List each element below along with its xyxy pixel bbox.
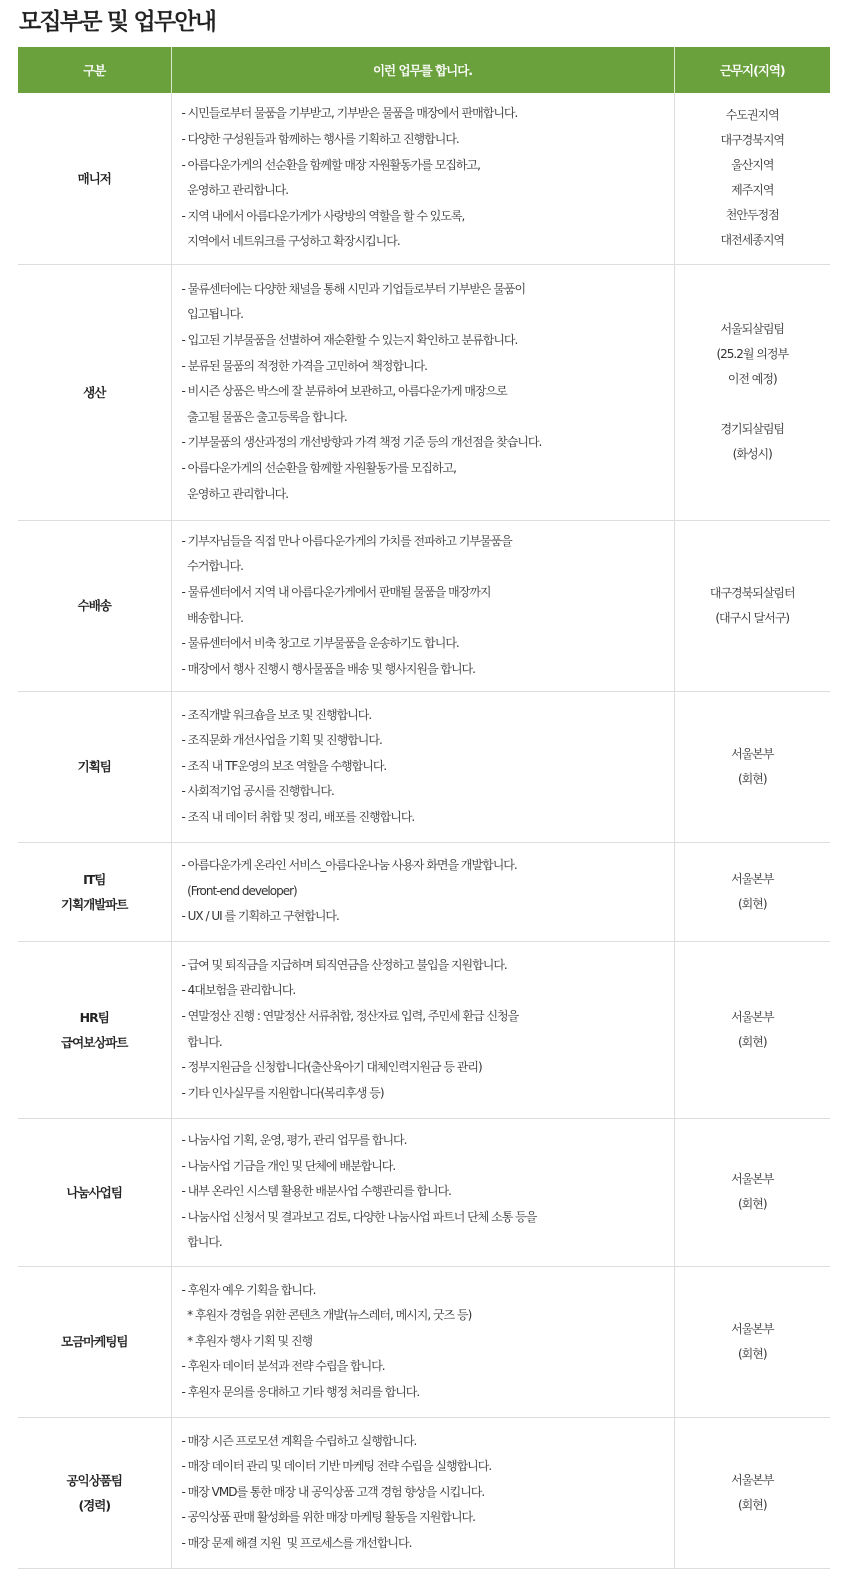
duty-line: - 시민들로부터 물품을 기부받고, 기부받은 물품을 매장에서 판매합니다. — [181, 106, 518, 121]
region-line: (회현) — [737, 1034, 767, 1049]
row-category — [18, 93, 171, 264]
region-line: (회현) — [737, 896, 767, 911]
region-line: (회현) — [737, 1497, 767, 1512]
category-label: 수배송 — [77, 598, 111, 613]
duty-line: (Front-end developer) — [181, 883, 297, 898]
region-line: 서울본부 — [731, 1009, 774, 1024]
table-row — [18, 1417, 830, 1568]
row-category — [18, 1417, 171, 1568]
table-header — [18, 47, 830, 93]
duty-line: - 물류센터에는 다양한 채널을 통해 시민과 기업들로부터 기부받은 물품이 — [181, 281, 526, 296]
row-region — [674, 1266, 830, 1417]
region-line: (화성시) — [732, 447, 772, 461]
duty-line: - 조직개발 워크숍을 보조 및 진행합니다. — [181, 707, 372, 722]
category-label: 기획팀 — [77, 759, 111, 774]
duty-line: - 입고된 기부물품을 선별하여 재순환할 수 있는지 확인하고 분류합니다. — [181, 333, 518, 348]
row-category — [18, 941, 171, 1118]
row-duties — [171, 842, 674, 941]
duty-line: - UX / UI 를 기획하고 구현합니다. — [181, 909, 339, 924]
duty-line: 합니다. — [181, 1235, 222, 1250]
region-line: (대구시 달서구) — [715, 610, 790, 625]
region-line: 울산지역 — [731, 158, 774, 173]
duty-line: 출고될 물품은 출고등록을 합니다. — [181, 409, 347, 424]
table-row — [18, 520, 830, 691]
duty-line: - 지역 내에서 아름다운가게가 사랑방의 역할을 할 수 있도록, — [181, 208, 465, 223]
duty-line: - 후원자 데이터 분석과 전략 수립을 합니다. — [181, 1359, 385, 1374]
category-label: HR팀 — [79, 1009, 109, 1025]
duty-line: - 비시즌 상품은 박스에 잘 분류하여 보관하고, 아름다운가게 매장으로 — [181, 384, 507, 399]
category-label: 모금마케팅팀 — [61, 1334, 128, 1349]
region-line: 서울본부 — [731, 1321, 774, 1336]
duty-line: - 연말정산 진행 : 연말정산 서류취합, 정산자료 입력, 주민세 환급 신청을 — [181, 1008, 519, 1023]
duty-line: - 4대보험을 관리합니다. — [181, 983, 296, 998]
region-line: 대구경북지역 — [720, 133, 785, 148]
row-region — [674, 1118, 830, 1266]
duty-line: - 정부지원금을 신청합니다(출산육아기 대체인력지원금 등 관리) — [181, 1060, 482, 1075]
category-label: 매니저 — [77, 170, 111, 186]
category-label: 급여보상파트 — [61, 1034, 128, 1050]
duty-line: - 매장 VMD를 통한 매장 내 공익상품 고객 경험 향상을 시킵니다. — [181, 1484, 485, 1499]
duty-line: - 매장 문제 해결 지원 및 프로세스를 개선합니다. — [181, 1535, 412, 1550]
row-duties — [171, 1417, 674, 1568]
row-category — [18, 264, 171, 520]
duty-line: - 아름다운가게의 선순환을 함께할 자원활동가를 모집하고, — [181, 460, 456, 475]
duty-line: - 후원자 예우 기획을 합니다. — [181, 1282, 316, 1297]
row-category — [18, 1118, 171, 1266]
region-line: 서울본부 — [731, 871, 774, 886]
row-region — [674, 842, 830, 941]
duty-line: - 다양한 구성원들과 함께하는 행사를 기획하고 진행합니다. — [181, 132, 459, 147]
table-row — [18, 264, 830, 520]
duty-line: - 분류된 물품의 적정한 가격을 고민하여 책정합니다. — [181, 358, 427, 373]
duty-line: - 아름다운가게의 선순환을 함께할 매장 자원활동가를 모집하고, — [181, 157, 480, 172]
duty-line: 입고됩니다. — [181, 307, 243, 322]
region-line: (25.2월 의정부 — [716, 347, 789, 361]
duty-line: 수거합니다. — [181, 559, 243, 574]
duty-line: - 나눔사업 신청서 및 결과보고 검토, 다양한 나눔사업 파트너 단체 소통 등을 — [181, 1209, 537, 1224]
duty-line: 합니다. — [181, 1034, 222, 1049]
row-duties — [171, 1118, 674, 1266]
table-row — [18, 93, 830, 264]
table-row — [18, 691, 830, 842]
duty-line: - 급여 및 퇴직금을 지급하며 퇴직연금을 산정하고 불입을 지원합니다. — [181, 957, 507, 972]
duty-line: 운영하고 관리합니다. — [181, 183, 289, 198]
row-region — [674, 520, 830, 691]
duty-line: 지역에서 네트워크를 구성하고 확장시킵니다. — [181, 234, 400, 249]
row-duties — [171, 264, 674, 520]
region-line: (회현) — [737, 771, 767, 786]
region-line: (회현) — [737, 1346, 767, 1361]
row-region — [674, 264, 830, 520]
row-region — [674, 941, 830, 1118]
row-duties — [171, 941, 674, 1118]
category-label: 생산 — [83, 384, 106, 400]
header-category: 구분 — [18, 47, 171, 93]
duty-line: - 사회적기업 공시를 진행합니다. — [181, 784, 334, 799]
row-category — [18, 691, 171, 842]
region-line: 제주지역 — [731, 183, 774, 198]
duty-line: - 조직 내 TF운영의 보조 역할을 수행합니다. — [181, 758, 387, 773]
category-label: 기획개발파트 — [61, 896, 128, 912]
duty-line: - 나눔사업 기금을 개인 및 단체에 배분합니다. — [181, 1158, 396, 1173]
duty-line: - 나눔사업 기획, 운영, 평가, 관리 업무를 합니다. — [181, 1133, 407, 1148]
duty-line: - 조직문화 개선사업을 기획 및 진행합니다. — [181, 733, 382, 748]
table-row — [18, 842, 830, 941]
duty-line: - 매장에서 행사 진행시 행사물품을 배송 및 행사지원을 합니다. — [181, 661, 475, 676]
category-label: (경력) — [78, 1497, 111, 1513]
duty-line: 배송합니다. — [181, 610, 243, 625]
recruitment-table — [18, 47, 830, 1569]
region-line: 천안두정점 — [725, 208, 779, 223]
region-line: 이전 예정) — [727, 372, 777, 386]
header-duties: 이런 업무를 합니다. — [171, 47, 674, 93]
region-line: 서울되살림팀 — [720, 322, 785, 336]
table-row — [18, 941, 830, 1118]
row-duties — [171, 691, 674, 842]
region-line: 수도권지역 — [725, 108, 779, 123]
duty-line: - 매장 시즌 프로모션 계획을 수립하고 실행합니다. — [181, 1433, 417, 1448]
row-region — [674, 691, 830, 842]
region-line: 서울본부 — [731, 1172, 774, 1186]
region-line: 대전세종지역 — [720, 233, 785, 248]
category-label: IT팀 — [83, 871, 106, 887]
row-region — [674, 93, 830, 264]
duty-line: - 기부물품의 생산과정의 개선방향과 가격 책정 기준 등의 개선점을 찾습니다. — [181, 435, 542, 450]
duty-line: - 기타 인사실무를 지원합니다(복리후생 등) — [181, 1085, 384, 1100]
header-region: 근무지(지역) — [674, 47, 830, 93]
duty-line: - 아름다운가게 온라인 서비스_아름다운나눔 사용자 화면을 개발합니다. — [181, 858, 517, 873]
category-label: 나눔사업팀 — [66, 1184, 122, 1200]
row-category — [18, 842, 171, 941]
row-duties — [171, 1266, 674, 1417]
row-region — [674, 1417, 830, 1568]
table-row — [18, 1118, 830, 1266]
duty-line: - 매장 데이터 관리 및 데이터 기반 마케팅 전략 수립을 실행합니다. — [181, 1459, 492, 1474]
region-line: 서울본부 — [731, 1472, 774, 1487]
row-duties — [171, 93, 674, 264]
table-row — [18, 1266, 830, 1417]
region-line: 대구경북되살림터 — [709, 585, 795, 600]
duty-line: - 후원자 문의를 응대하고 기타 행정 처리를 합니다. — [181, 1384, 420, 1399]
duty-line: - 내부 온라인 시스템 활용한 배분사업 수행관리를 합니다. — [181, 1184, 451, 1199]
row-category — [18, 520, 171, 691]
page-title: 모집부문 및 업무안내 — [19, 9, 216, 35]
row-duties — [171, 520, 674, 691]
duty-line: - 조직 내 데이터 취합 및 정리, 배포를 진행합니다. — [181, 809, 415, 824]
region-line: (회현) — [737, 1197, 767, 1211]
region-line: 경기되살림팀 — [720, 422, 785, 436]
duty-line: - 물류센터에서 지역 내 아름다운가게에서 판매될 물품을 매장까지 — [181, 584, 491, 599]
duty-line: 운영하고 관리합니다. — [181, 486, 289, 501]
region-line — [675, 392, 831, 417]
category-label: 공익상품팀 — [66, 1472, 122, 1488]
duty-line: * 후원자 행사 기획 및 진행 — [181, 1333, 313, 1348]
duty-line: - 물류센터에서 비축 창고로 기부물품을 운송하기도 합니다. — [181, 636, 459, 651]
region-line: 서울본부 — [731, 746, 774, 761]
row-category — [18, 1266, 171, 1417]
duty-line: - 공익상품 판매 활성화를 위한 매장 마케팅 활동을 지원합니다. — [181, 1510, 475, 1525]
duty-line: - 기부자님들을 직접 만나 아름다운가게의 가치를 전파하고 기부물품을 — [181, 533, 512, 548]
duty-line: * 후원자 경험을 위한 콘텐츠 개발(뉴스레터, 메시지, 굿즈 등) — [181, 1308, 472, 1323]
table-body — [18, 93, 830, 1568]
